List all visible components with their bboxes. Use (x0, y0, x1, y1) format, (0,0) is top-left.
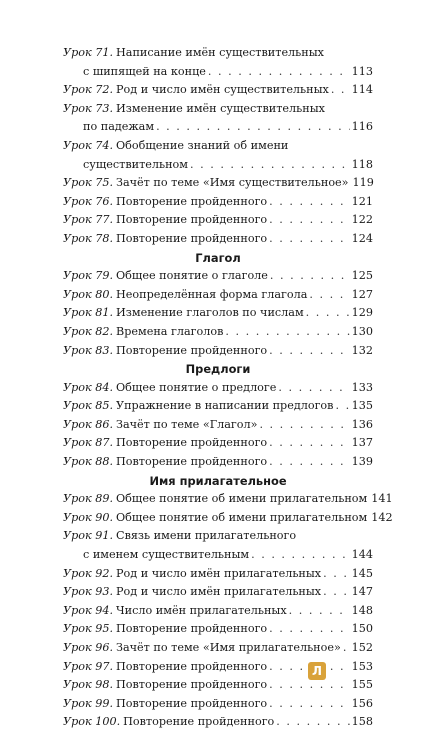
lesson-title: Общее понятие о предлоге (116, 380, 277, 394)
toc-entry (63, 267, 373, 286)
page-number: 145 (351, 566, 373, 580)
lesson-title: с шипящей на конце (83, 64, 206, 78)
lesson-number: Урок 76. (63, 194, 114, 208)
dot-leader (269, 211, 349, 230)
dot-leader (343, 639, 350, 658)
page-number: 144 (351, 548, 373, 562)
lesson-number: Урок 80. (63, 287, 114, 301)
page-number: 136 (351, 417, 373, 431)
lesson-number: Урок 89. (63, 492, 114, 506)
toc-entry (63, 565, 373, 584)
dot-leader (259, 416, 349, 435)
toc-entry (63, 211, 373, 230)
page-number: 139 (351, 455, 373, 469)
lesson-number: Урок 78. (63, 231, 114, 245)
lesson-number: Урок 96. (63, 641, 114, 654)
page-number: 118 (351, 157, 373, 171)
lesson-title: Число имён прилагательных (116, 603, 287, 617)
page-number: 147 (351, 585, 373, 599)
dot-leader (190, 156, 350, 175)
lesson-number: Урок 77. (63, 213, 114, 227)
lesson-title: Повторение пройденного (116, 436, 268, 450)
page-number: 127 (351, 287, 373, 301)
lesson-title: Зачёт по теме «Глагол» (116, 417, 258, 431)
lesson-number: Урок 94. (63, 603, 114, 617)
toc-entry (63, 342, 373, 361)
lesson-number: Урок 90. (63, 510, 114, 524)
toc-entry (63, 379, 373, 398)
lesson-number: Урок 72. (63, 83, 114, 97)
page-number: 141 (371, 492, 393, 506)
lesson-title: существительном (83, 157, 188, 171)
toc-entry (63, 676, 373, 695)
toc-entry (63, 713, 373, 732)
lesson-number: Урок 84. (63, 380, 114, 394)
page-number: 116 (351, 120, 373, 134)
dot-leader (309, 286, 349, 305)
lesson-number: Урок 97. (63, 659, 114, 673)
lesson-number: Урок 91. (63, 529, 114, 543)
lesson-title: Упражнение в написании предлогов (116, 399, 334, 413)
dot-leader (331, 81, 350, 100)
toc-entry (63, 397, 373, 416)
toc-entry (63, 304, 373, 323)
section-heading: Предлоги (185, 362, 251, 377)
toc-entry (63, 620, 373, 639)
toc-entry-continuation (63, 118, 373, 137)
toc-entry (63, 230, 373, 249)
lesson-number: Урок 81. (63, 306, 114, 320)
lesson-title: Род и число имён прилагательных (116, 585, 322, 599)
page-number: 121 (351, 194, 373, 208)
dot-leader (323, 565, 350, 584)
page-number: 153 (351, 659, 373, 673)
toc-entry (63, 100, 373, 119)
dot-leader (278, 379, 349, 398)
lesson-number: Урок 100. (63, 715, 121, 729)
toc-entry-continuation (63, 546, 373, 565)
page-number: 119 (352, 176, 374, 190)
dot-leader (289, 602, 350, 621)
lesson-title: Род и число имён прилагательных (116, 566, 322, 580)
dot-leader (225, 323, 349, 342)
dot-leader (335, 397, 349, 416)
toc-entry (63, 174, 373, 193)
page-number: 155 (351, 678, 373, 692)
lesson-number: Урок 75. (63, 176, 114, 190)
lesson-title: Повторение пройденного (116, 678, 268, 692)
lesson-title: Изменение глаголов по числам (116, 306, 304, 320)
lesson-number: Урок 71. (63, 46, 114, 59)
toc-entry (63, 81, 373, 100)
lesson-title: Повторение пройденного (116, 343, 268, 357)
toc-entry (63, 434, 373, 453)
dot-leader (269, 620, 349, 639)
dot-leader (269, 434, 349, 453)
toc-entry (63, 509, 393, 528)
toc-entry (63, 286, 373, 305)
lesson-number: Урок 98. (63, 678, 114, 692)
lesson-title: Изменение имён существительных (116, 101, 325, 115)
lesson-number: Урок 99. (63, 696, 114, 710)
lesson-title: Общее понятие об имени прилагательном (116, 492, 368, 506)
page-number: 130 (351, 324, 373, 338)
section-heading: Имя прилагательное (149, 473, 287, 488)
lesson-title: Род и число имён существительных (116, 83, 329, 97)
lesson-title: Повторение пройденного (116, 622, 268, 636)
toc-entry (63, 695, 373, 714)
toc-entry (63, 639, 373, 658)
lesson-title: Неопределённая форма глагола (116, 287, 308, 301)
page-number: 133 (351, 380, 373, 394)
dot-leader (276, 713, 349, 732)
section-heading: Глагол (195, 250, 241, 265)
lesson-title: Повторение пройденного (116, 194, 268, 208)
toc-entry-continuation (63, 156, 373, 175)
dot-leader (251, 546, 350, 565)
dot-leader (208, 63, 350, 82)
dot-leader (269, 230, 349, 249)
lesson-title: Общее понятие о глаголе (116, 269, 268, 283)
toc-entry (63, 193, 373, 212)
page-number: 122 (351, 213, 373, 227)
publisher-logo-letter: Л (312, 664, 322, 678)
toc-entry (63, 527, 373, 546)
lesson-title: Общее понятие об имени прилагательном (116, 510, 368, 524)
page-number: 152 (351, 641, 373, 654)
dot-leader (156, 118, 350, 137)
lesson-number: Урок 82. (63, 324, 114, 338)
lesson-number: Урок 92. (63, 566, 114, 580)
lesson-title: Обобщение знаний об имени (116, 138, 289, 152)
page-number: 150 (351, 622, 373, 636)
page-number: 125 (351, 269, 373, 283)
dot-leader (323, 583, 350, 602)
lesson-title: Повторение пройденного (123, 715, 275, 729)
lesson-number: Урок 79. (63, 269, 114, 283)
page-number: 135 (351, 399, 373, 413)
table-of-contents (63, 44, 393, 732)
page-number: 113 (351, 64, 373, 78)
lesson-title: Повторение пройденного (116, 213, 268, 227)
lesson-title: Повторение пройденного (116, 231, 268, 245)
lesson-title: Связь имени прилагательного (116, 529, 297, 543)
lesson-title: по падежам (83, 120, 155, 134)
toc-entry (63, 323, 373, 342)
dot-leader (269, 453, 349, 472)
page-number: 129 (351, 306, 373, 320)
lesson-title: Повторение пройденного (116, 659, 268, 673)
toc-entry (63, 658, 373, 677)
lesson-number: Урок 95. (63, 622, 114, 636)
page-number: 156 (351, 696, 373, 710)
lesson-title: Зачёт по теме «Имя прилагательное» (116, 641, 341, 654)
lesson-number: Урок 83. (63, 343, 114, 357)
page-number: 132 (351, 343, 373, 357)
dot-leader (270, 267, 350, 286)
publisher-logo (308, 662, 326, 680)
toc-entry (63, 137, 373, 156)
page-number: 124 (351, 231, 373, 245)
lesson-title: Повторение пройденного (116, 696, 268, 710)
toc-entry (63, 583, 373, 602)
toc-entry-continuation (63, 63, 373, 82)
page-number: 158 (351, 715, 373, 729)
page-number: 137 (351, 436, 373, 450)
lesson-number: Урок 74. (63, 138, 114, 152)
lesson-number: Урок 93. (63, 585, 114, 599)
toc-entry (63, 490, 393, 509)
page-number: 142 (371, 510, 393, 524)
toc-entry (63, 453, 373, 472)
lesson-title: Повторение пройденного (116, 455, 268, 469)
toc-entry (63, 416, 373, 435)
dot-leader (306, 304, 350, 323)
lesson-number: Урок 88. (63, 455, 114, 469)
page-number: 148 (351, 603, 373, 617)
dot-leader (269, 695, 349, 714)
lesson-number: Урок 73. (63, 101, 114, 115)
lesson-number: Урок 85. (63, 399, 114, 413)
dot-leader (269, 342, 349, 361)
lesson-title: Зачёт по теме «Имя существительное» (116, 176, 349, 190)
lesson-title: Написание имён существительных (116, 46, 324, 59)
toc-entry (63, 44, 373, 63)
page-number: 114 (351, 83, 373, 97)
toc-entry (63, 602, 373, 621)
dot-leader (269, 193, 349, 212)
lesson-number: Урок 86. (63, 417, 114, 431)
lesson-title: с именем существительным (83, 548, 250, 562)
lesson-number: Урок 87. (63, 436, 114, 450)
lesson-title: Времена глаголов (116, 324, 224, 338)
